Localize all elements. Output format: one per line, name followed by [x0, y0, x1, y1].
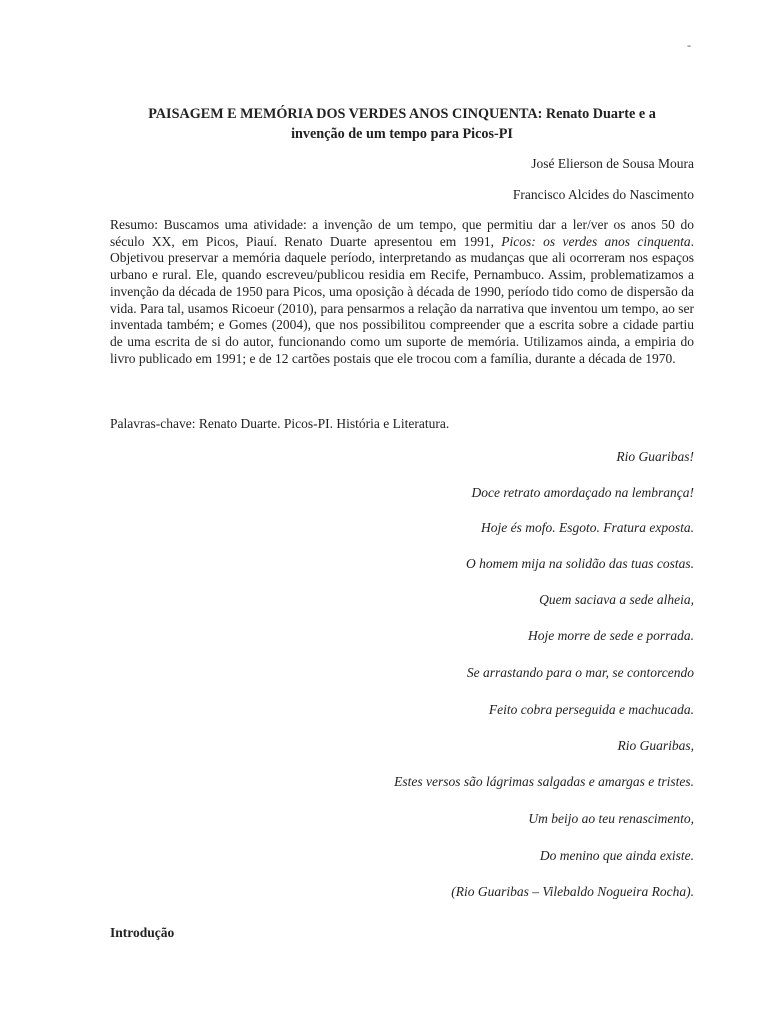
keywords: Palavras-chave: Renato Duarte. Picos-PI. História e Literatura. [110, 416, 450, 431]
poem-attribution: (Rio Guaribas – Vilebaldo Nogueira Rocha). [451, 884, 694, 899]
title-line-2: invenção de um tempo para Picos-PI [291, 126, 513, 142]
corner-mark: - [687, 38, 691, 52]
section-heading: Introdução [110, 925, 175, 940]
poem-line: Do menino que ainda existe. [539, 848, 694, 863]
title-line-1: PAISAGEM E MEMÓRIA DOS VERDES ANOS CINQUENTA: Renato Duarte e a [148, 106, 656, 122]
abstract-text-2: . Objetivou preservar a memória daquele período, interpretando as mudanças que ali ocorreram nos espaços urbano e rural. Ele, quando escreveu/publicou residia em Recife, Pernambuco. Assim, problematizamos a invenção da década de 1950 para Picos, uma oposição à década de 1990, período tido como de dispersão da vida. Para tal, usamos Ricoeur (2010), para pensarmos a relação da narrativa que inventou um tempo, ao ser inventada também; e Gomes (2004), que nos possibilitou compreender que a escrita sobre a cidade partiu de uma escrita de si do autor, funcionando como um suporte de memória. Utilizamos ainda, a empiria do livro publicado em 1991; e de 12 cartões postais que ele trocou com a família, durante a década de 1970. [110, 233, 694, 366]
author-2: Francisco Alcides do Nascimento [512, 187, 694, 202]
poem-line: Rio Guaribas! [616, 449, 694, 464]
poem-line: Um beijo ao teu renascimento, [528, 811, 694, 826]
poem-line: Feito cobra perseguida e machucada. [488, 702, 694, 717]
paper-title [110, 104, 694, 144]
poem-line: Quem saciava a sede alheia, [539, 592, 694, 607]
poem-line: Hoje és mofo. Esgoto. Fratura exposta. [481, 520, 694, 535]
poem-line: O homem mija na solidão das tuas costas. [465, 556, 694, 571]
poem-line: Doce retrato amordaçado na lembrança! [471, 485, 694, 500]
poem-line: Se arrastando para o mar, se contorcendo [466, 665, 694, 680]
author-1: José Elierson de Sousa Moura [531, 156, 694, 171]
poem-line: Rio Guaribas, [617, 738, 694, 753]
abstract [110, 217, 694, 367]
poem-line: Estes versos são lágrimas salgadas e amargas e tristes. [394, 774, 694, 789]
abstract-book-title: Picos: os verdes anos cinquenta [501, 233, 691, 249]
poem-line: Hoje morre de sede e porrada. [528, 628, 694, 643]
abstract-text-1: Resumo: Buscamos uma atividade: a invenção de um tempo, que permitiu dar a ler/ver os anos 50 do século XX, em Picos, Piauí. Renato Duarte apresentou em 1991, [110, 217, 694, 249]
